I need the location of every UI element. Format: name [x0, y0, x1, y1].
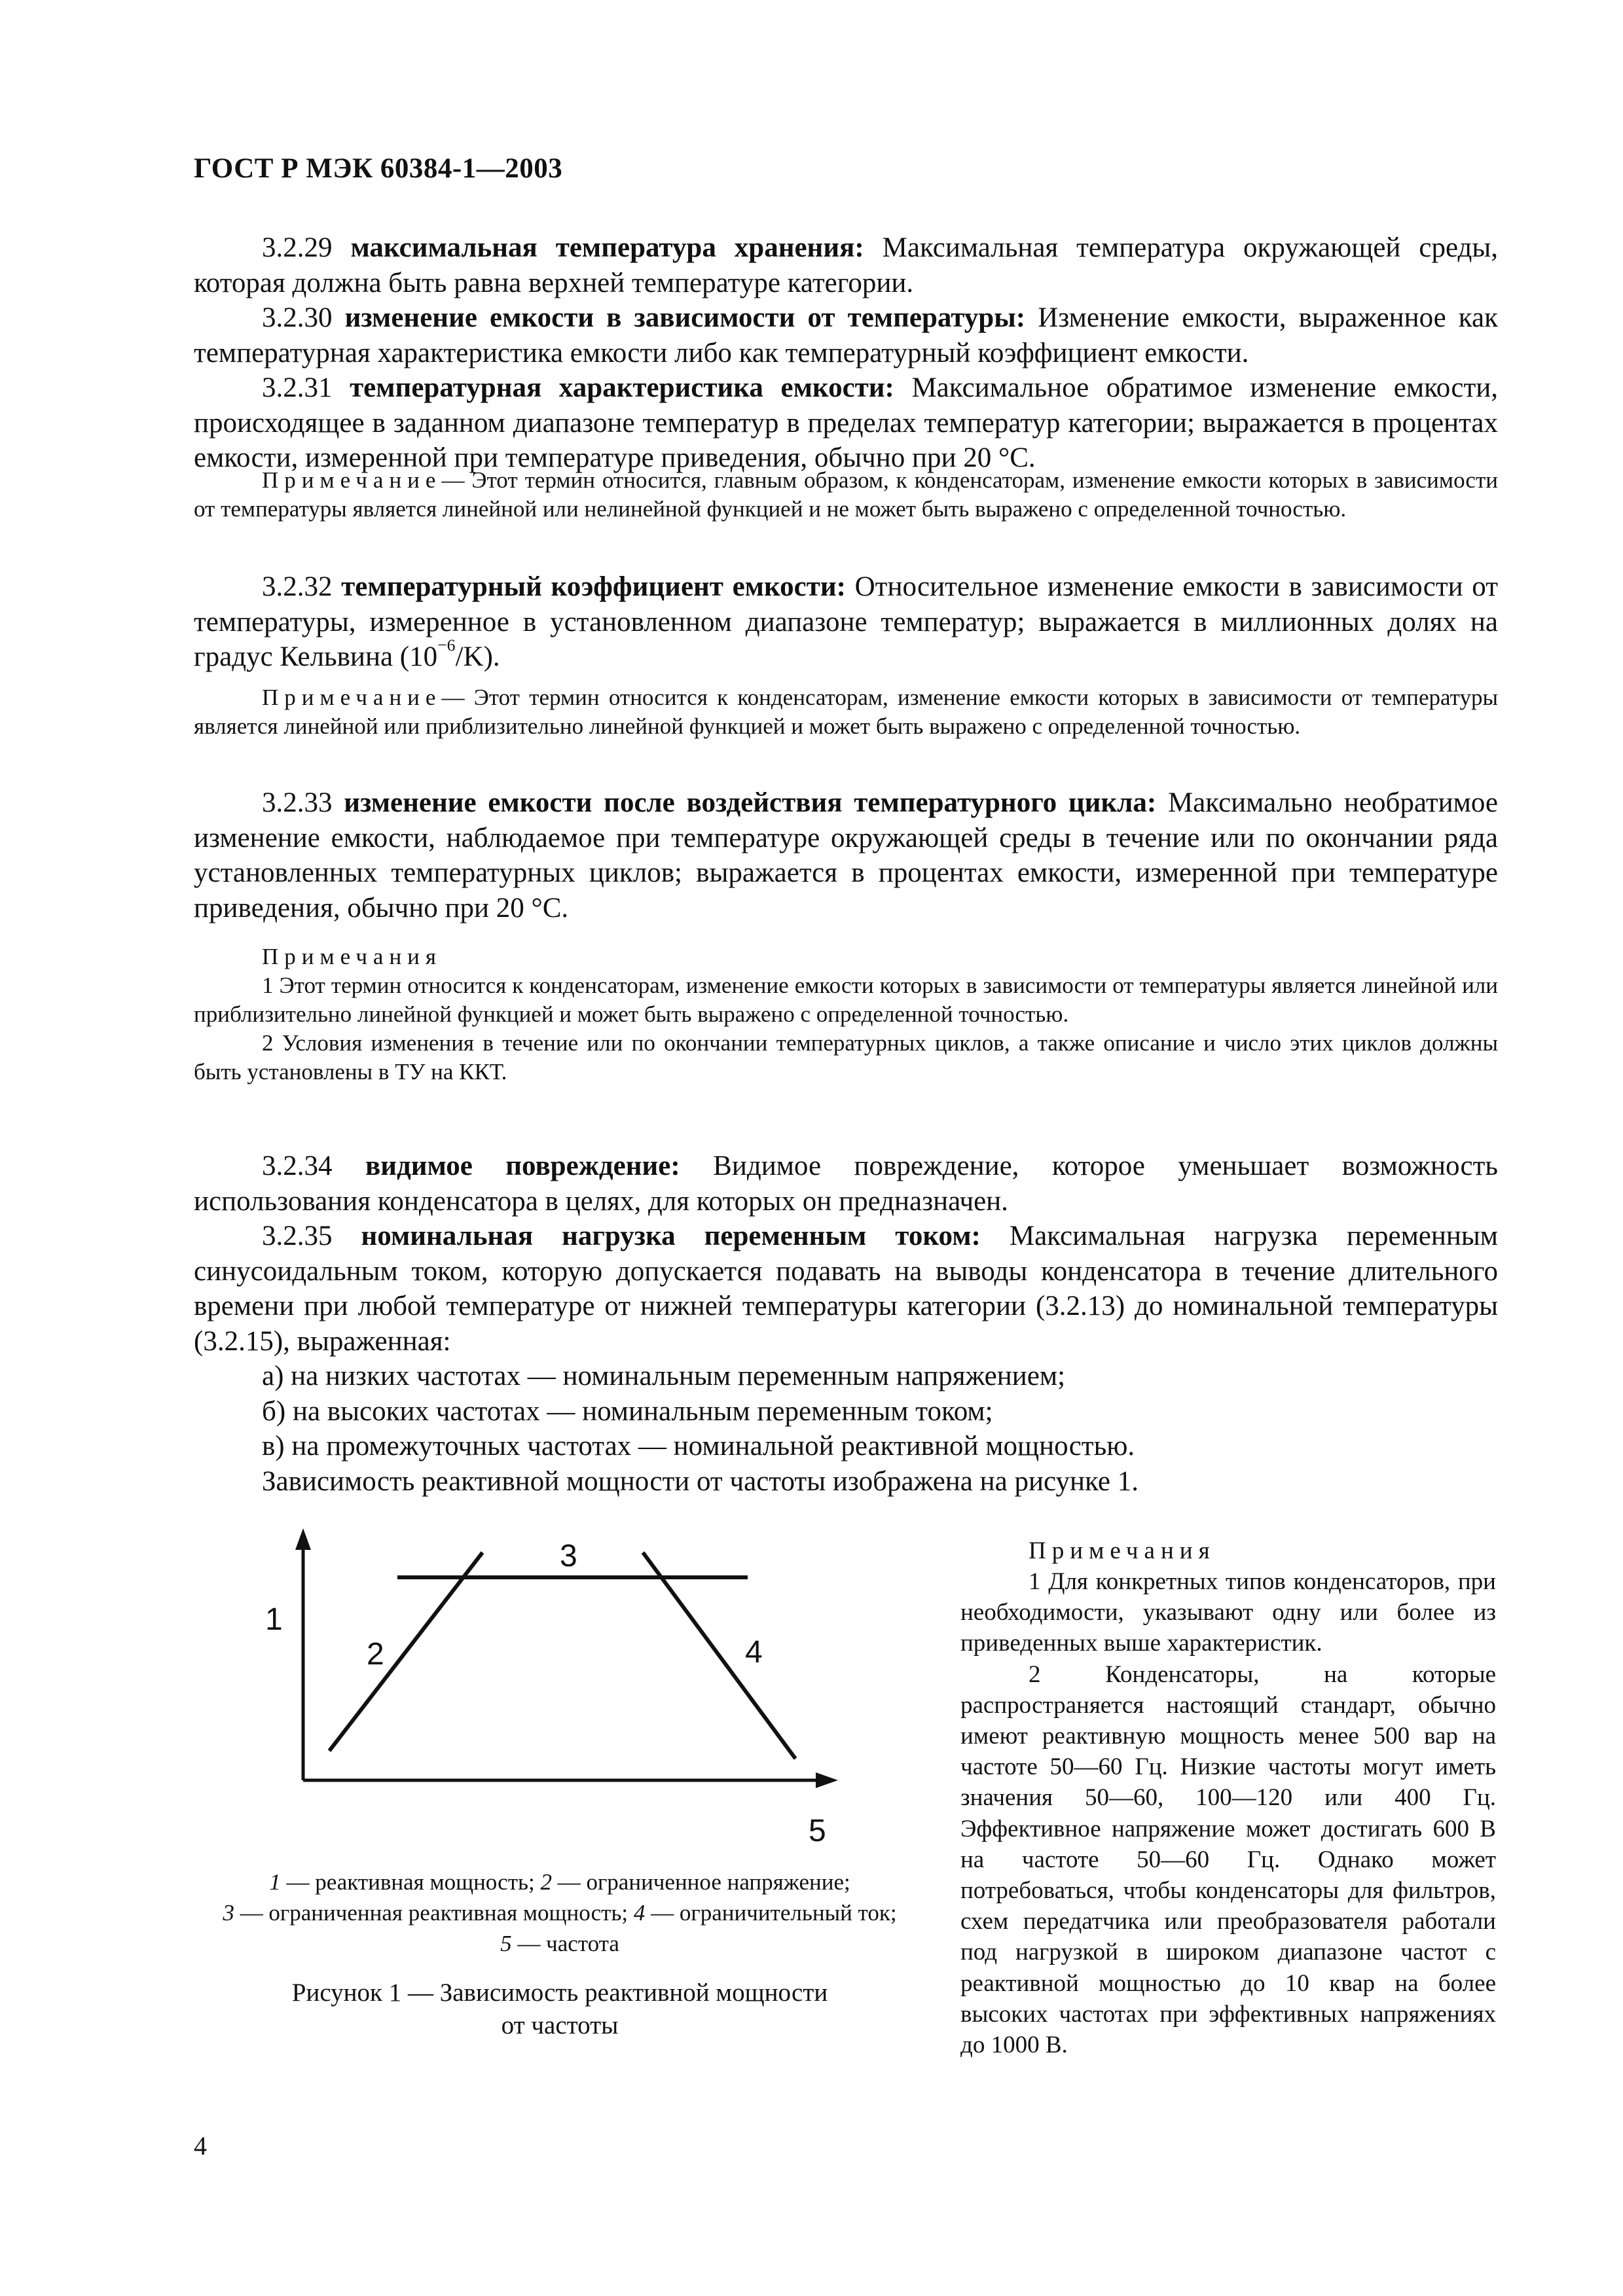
side-notes-heading: Примечания	[1029, 1537, 1216, 1564]
term-3-2-29: 3.2.29 максимальная температура хранения: Максимальная температура окружающей среды, которая должна быть равна верхней температуре категории.	[194, 232, 1498, 298]
label-3: 3	[560, 1539, 577, 1573]
side-note-2: 2 Конденсаторы, на которые распространяется настоящий стандарт, обычно имеют реактивную мощность менее 500 вар на частоте 50—60 Гц. Низкие частоты могут иметь значения 50—60, 100—120 или 400 Гц. Эффективное напряжение может достигать 600 В на частоте 50—60 Гц. Однако может потребоваться, чтобы конденсаторы для фильтров, схем передатчика или преобразователя работали под нагрузкой в широком диапазоне частот с реактивной мощностью до 10 квар на более высоких частотах при эффективных напряжениях до 1000 В.	[960, 1660, 1496, 2059]
term-3-2-33: 3.2.33 изменение емкости после воздействия температурного цикла: Максимально необратимое изменение емкости, наблюдаемое при температуре окружающей среды в течение или по окончании ряда установленных температурных циклов; выражается в процентах емкости, измеренной при температуре приведения, обычно при 20 °С.	[194, 787, 1498, 924]
label-2: 2	[367, 1637, 384, 1672]
figure-caption: Рисунок 1 — Зависимость реактивной мощности от частоты	[291, 1979, 828, 2039]
terms-block-1	[194, 230, 1498, 476]
line-4-limiting-current	[643, 1552, 795, 1759]
page-number: 4	[194, 2131, 207, 2161]
note-3-2-32: Примечание— Этот термин относится к конденсаторам, изменение емкости которых в зависимости от температуры является линейной или приблизительно линейной функцией и может быть выражено с определенной точностью.	[194, 685, 1498, 739]
list-item-b: б) на высоких частотах — номинальным переменным током;	[262, 1395, 993, 1427]
figure-1-diagram	[196, 1525, 923, 1852]
figure-side-notes	[960, 1535, 1496, 2060]
x-axis-arrow	[816, 1772, 838, 1788]
term-3-2-32: 3.2.32 температурный коэффициент емкости: Относительное изменение емкости в зависимости от температуры, измеренное в установленном диапазоне температур; выражается в миллионных долях на градус Кельвина $(10^{-6}/K)$.	[194, 571, 1498, 672]
figure-reference: Зависимость реактивной мощности от частоты изображена на рисунке 1.	[262, 1465, 1139, 1497]
notes-3-2-33: Примечания 1 Этот термин относится к конденсаторам, изменение емкости которых в зависимости от температуры является линейной или приблизительно линейной функцией и может быть выражено с определенной точностью. 2 Условия изменения в течение или по окончании температурных циклов, а также описание и число этих циклов должны быть установлены в ТУ на ККТ.	[194, 944, 1498, 1085]
note-3-2-31: Примечание— Этот термин относится, главным образом, к конденсаторам, изменение емкости которых в зависимости от температуры является линейной или нелинейной функцией и не может быть выражено с определенной точностью.	[194, 467, 1498, 522]
label-1: 1	[265, 1602, 283, 1637]
term-3-2-30: 3.2.30 изменение емкости в зависимости от температуры: Изменение емкости, выраженное как температурная характеристика емкости либо как температурный коэффициент емкости.	[194, 302, 1499, 368]
label-4: 4	[745, 1635, 763, 1670]
terms-block-3	[194, 785, 1498, 925]
figure-legend: 1 — реактивная мощность; 2 — ограниченное напряжение; 3 — ограниченная реактивная мощность; 4 — ограничительный ток; 5 — частота	[223, 1869, 897, 1956]
term-3-2-35: 3.2.35 номинальная нагрузка переменным током: Максимальная нагрузка переменным синусоидальным током, которую допускается подавать на выводы конденсатора в течение длительного времени при любой температуре от нижней температуры категории (3.2.13) до номинальной температуры (3.2.15), выраженная:	[194, 1221, 1498, 1357]
list-item-a: а) на низких частотах — номинальным переменным напряжением;	[262, 1361, 1066, 1391]
label-5: 5	[809, 1814, 826, 1848]
term-3-2-31: 3.2.31 температурная характеристика емкости: Максимальное обратимое изменение емкости, происходящее в заданном диапазоне температур в пределах температур категории; выражается в процентах емкости, измеренной при температуре приведения, обычно при 20 °С.	[194, 372, 1499, 473]
line-2-limited-voltage	[329, 1552, 483, 1751]
term-3-2-34: 3.2.34 видимое повреждение: Видимое повреждение, которое уменьшает возможность использования конденсатора в целях, для которых он предназначен.	[194, 1151, 1499, 1217]
list-item-c: в) на промежуточных частотах — номинальной реактивной мощностью.	[262, 1431, 1135, 1462]
terms-block-2	[194, 569, 1498, 675]
y-axis-arrow	[295, 1528, 311, 1550]
side-note-1: 1 Для конкретных типов конденсаторов, при необходимости, указывают одну или более из приведенных выше характеристик.	[960, 1568, 1496, 1657]
document-header: ГОСТ Р МЭК 60384-1—2003	[194, 153, 563, 184]
terms-block-4	[194, 1149, 1498, 1499]
